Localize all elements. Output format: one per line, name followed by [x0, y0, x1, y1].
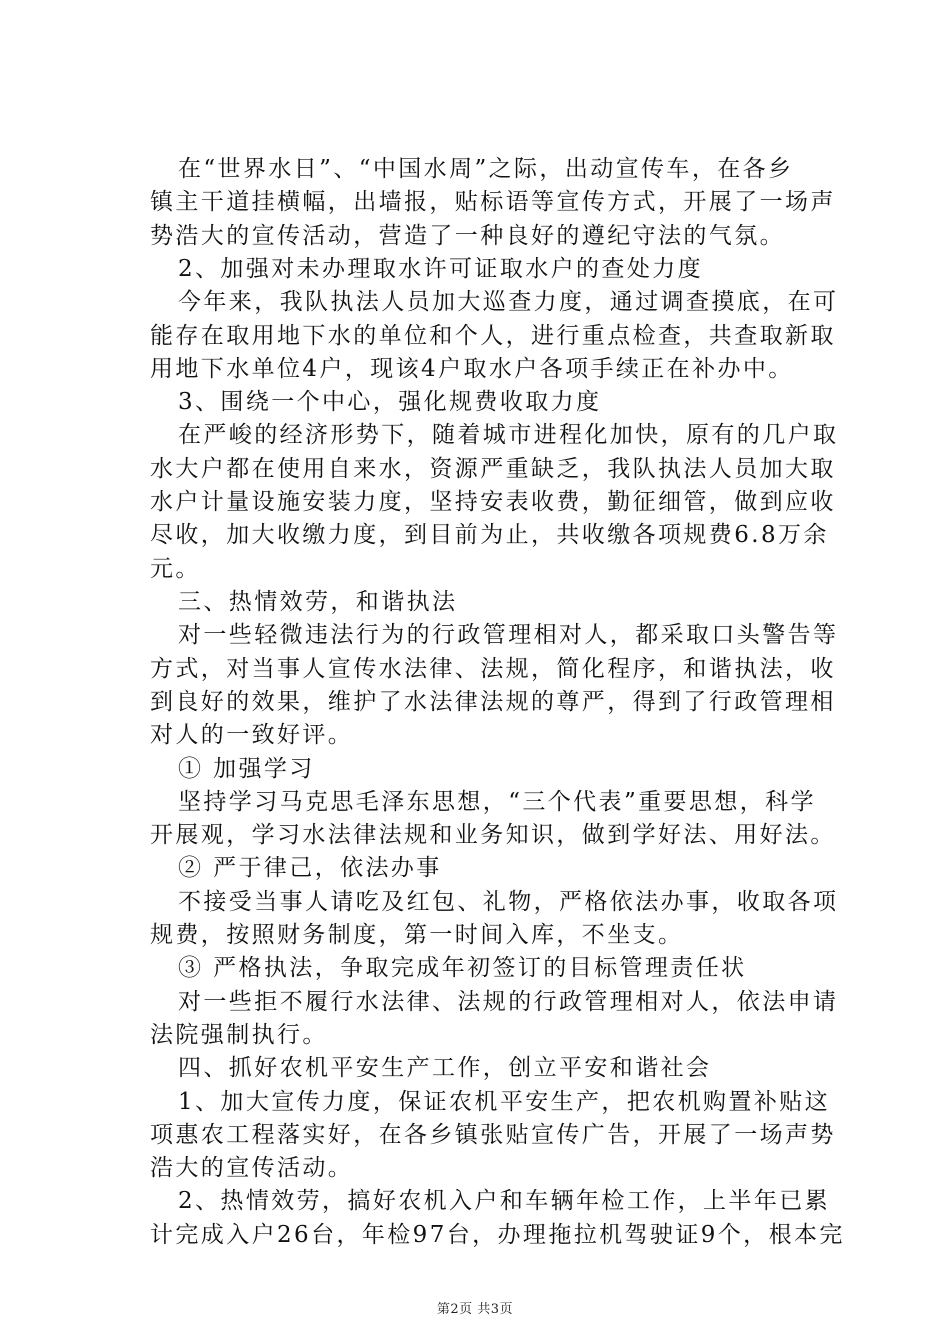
text-line: 项惠农工程落实好，在各乡镇张贴宣传广告，开展了一场声势 [150, 1122, 836, 1148]
text-line: 对一些轻微违法行为的行政管理相对人，都采取口头警告等 [178, 622, 839, 648]
text-line: 1、加大宣传力度，保证农机平安生产，把农机购置补贴这 [178, 1089, 831, 1115]
text-line: 势浩大的宣传活动，营造了一种良好的遵纪守法的气氛。 [150, 223, 785, 249]
text-line: 对人的一致好评。 [150, 722, 354, 748]
text-line: 镇主干道挂横幅，出墙报，贴标语等宣传方式，开展了一场声 [150, 189, 836, 215]
text-line: 浩大的宣传活动。 [150, 1155, 354, 1181]
text-line: 2、热情效劳，搞好农机入户和车辆年检工作，上半年已累 [178, 1188, 831, 1214]
text-line: 不接受当事人请吃及红包、礼物，严格依法办事，收取各项 [178, 889, 839, 915]
text-line: 2、加强对未办理取水许可证取水户的查处力度 [178, 256, 704, 282]
text-line: 规费，按照财务制度，第一时间入库，不坐支。 [150, 922, 684, 948]
text-line: 三、热情效劳，和谐执法 [178, 589, 458, 615]
text-line: 四、抓好农机平安生产工作，创立平安和谐社会 [178, 1055, 712, 1081]
text-line: 用地下水单位4户，现该4户取水户各项手续正在补办中。 [150, 356, 794, 382]
text-line: 方式，对当事人宣传水法律、法规，简化程序，和谐执法，收 [150, 656, 836, 682]
text-line: 尽收，加大收缴力度，到目前为止，共收缴各项规费6.8万余 [150, 522, 829, 548]
text-line: 水大户都在使用自来水，资源严重缺乏，我队执法人员加大取 [150, 456, 836, 482]
page-footer: 第2页 共3页 [436, 1302, 514, 1317]
text-line: 开展观，学习水法律法规和业务知识，做到学好法、用好法。 [150, 822, 836, 848]
text-line: 水户计量设施安装力度，坚持安表收费，勤征细管，做到应收 [150, 489, 836, 515]
text-line: 能存在取用地下水的单位和个人，进行重点检查，共查取新取 [150, 323, 836, 349]
text-line: 今年来，我队执法人员加大巡查力度，通过调查摸底，在可 [178, 289, 839, 315]
text-line: 对一些拒不履行水法律、法规的行政管理相对人，依法申请 [178, 989, 839, 1015]
text-line: 到良好的效果，维护了水法律法规的尊严，得到了行政管理相 [150, 689, 836, 715]
text-line: ② 严于律己，依法办事 [178, 855, 442, 881]
text-line: 在“世界水日”、“中国水周”之际，出动宣传车，在各乡 [178, 156, 794, 182]
text-line: 法院强制执行。 [150, 1022, 328, 1048]
text-line: 坚持学习马克思毛泽东思想，“三个代表”重要思想，科学 [178, 789, 816, 815]
text-line: ① 加强学习 [178, 756, 315, 782]
text-line: 元。 [150, 556, 201, 582]
text-line: 计完成入户26台，年检97台，办理拖拉机驾驶证9个，根本完 [150, 1222, 845, 1248]
text-line: ③ 严格执法，争取完成年初签订的目标管理责任状 [178, 955, 747, 981]
text-line: 3、围绕一个中心，强化规费收取力度 [178, 389, 602, 415]
text-line: 在严峻的经济形势下，随着城市进程化加快，原有的几户取 [178, 422, 839, 448]
